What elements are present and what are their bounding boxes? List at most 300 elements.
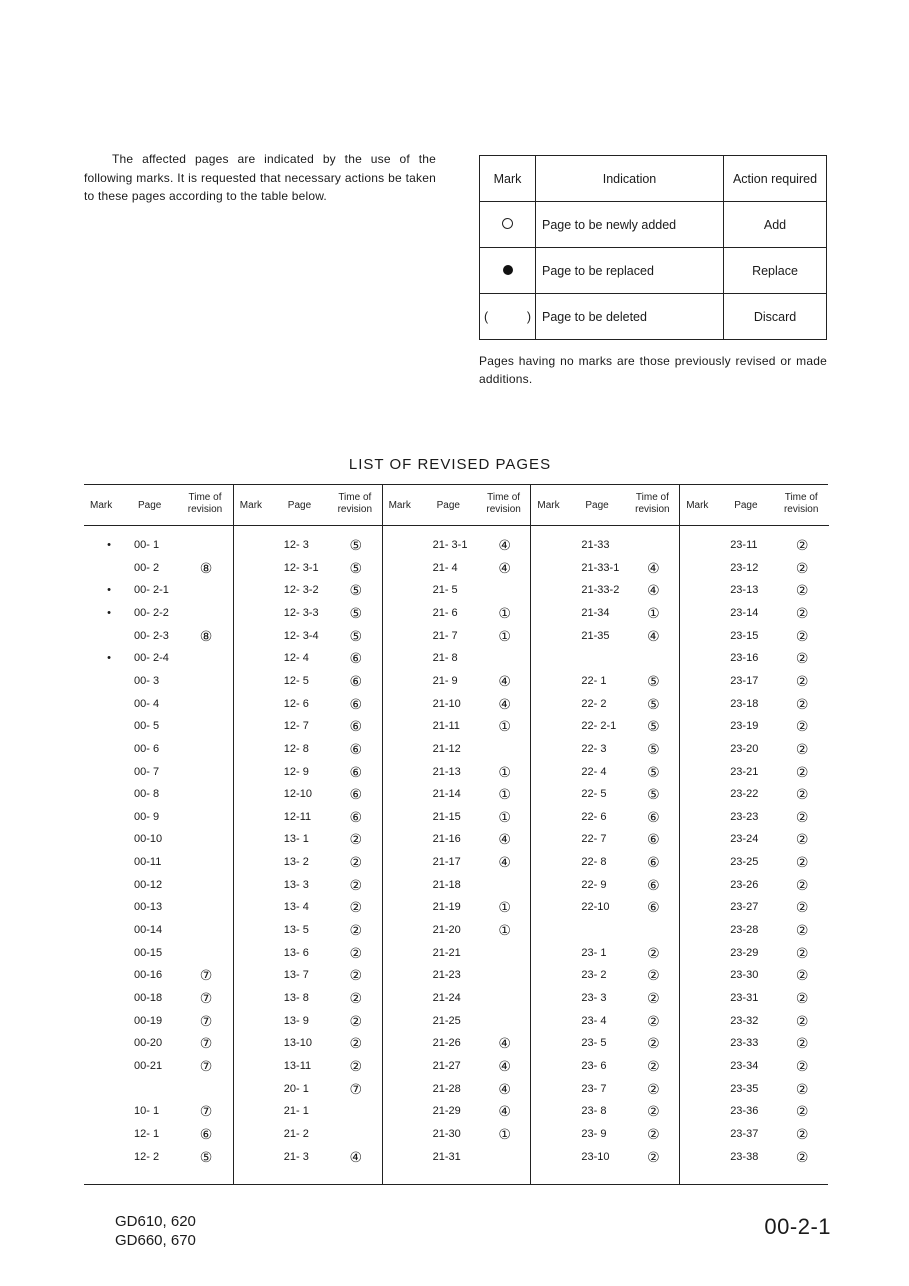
row-revision: ⑥ — [647, 876, 660, 893]
table-row — [680, 559, 829, 581]
row-page: 00-13 — [134, 901, 163, 914]
row-revision: ② — [647, 1035, 660, 1052]
row-revision: ② — [349, 1057, 363, 1074]
table-row — [234, 604, 383, 626]
row-revision: ② — [349, 967, 363, 984]
row-revision: ② — [795, 944, 809, 961]
row-page: 21-30 — [432, 1127, 461, 1140]
row-revision: ② — [795, 718, 809, 735]
row-page: 23-15 — [730, 629, 759, 642]
row-revision: ⑦ — [199, 1035, 213, 1052]
table-row — [84, 581, 233, 603]
row-page: 23-36 — [730, 1105, 759, 1118]
table-row — [84, 808, 233, 830]
table-row — [531, 763, 680, 785]
row-page: 00- 2 — [134, 561, 160, 574]
row-page: 23-24 — [730, 833, 759, 846]
header-mark: Mark — [388, 500, 411, 511]
row-mark: • — [107, 606, 111, 619]
row-page: 23- 9 — [581, 1127, 607, 1140]
parentheses-icon — [480, 310, 535, 324]
row-page: 21-18 — [432, 878, 461, 891]
row-revision: ⑧ — [199, 627, 213, 644]
table-row — [383, 876, 532, 898]
table-row — [383, 966, 532, 988]
table-row — [680, 1057, 829, 1079]
row-revision: ② — [647, 1080, 660, 1097]
table-row — [531, 1012, 680, 1034]
row-page: 23-21 — [730, 765, 759, 778]
row-page: 21-33-1 — [581, 561, 620, 574]
row-page: 23-19 — [730, 720, 759, 733]
row-page: 00- 8 — [134, 788, 160, 801]
row-mark: • — [107, 584, 111, 597]
table-row — [531, 1148, 680, 1170]
table-row — [680, 627, 829, 649]
table-row — [680, 717, 829, 739]
row-revision: ② — [795, 1035, 809, 1052]
table-row — [680, 536, 829, 558]
row-page: 23-28 — [730, 924, 759, 937]
row-revision: ② — [795, 990, 809, 1006]
row-page: 22- 4 — [581, 765, 607, 778]
row-page: 23- 4 — [581, 1014, 607, 1027]
column-header — [84, 485, 233, 526]
table-row — [680, 1012, 829, 1034]
row-revision: ⑧ — [199, 559, 213, 576]
row-page: 22- 7 — [581, 833, 607, 846]
row-revision: ④ — [498, 1057, 511, 1074]
row-page: 22- 1 — [581, 674, 607, 687]
row-revision: ② — [647, 1125, 660, 1142]
column-header — [531, 485, 680, 526]
row-page: 21-34 — [581, 606, 610, 619]
header-time-line1: Time of — [784, 492, 818, 503]
table-row — [531, 876, 680, 898]
row-revision: ② — [647, 990, 660, 1006]
row-revision: ② — [647, 1148, 660, 1165]
row-page: 21-19 — [432, 901, 461, 914]
row-revision: ② — [647, 944, 660, 961]
row-revision: ② — [795, 1012, 809, 1029]
row-revision: ② — [795, 899, 809, 916]
header-page: Page — [436, 500, 460, 511]
header-time-line1: Time of — [338, 492, 372, 503]
row-page: 00-18 — [134, 992, 163, 1004]
row-page: 21-26 — [432, 1037, 461, 1050]
table-row — [680, 740, 829, 762]
row-page: 21-20 — [432, 924, 461, 937]
table-row — [84, 536, 233, 558]
table-row — [531, 581, 680, 603]
row-page: 00-15 — [134, 946, 163, 959]
row-page: 22- 2 — [581, 697, 607, 710]
legend-row-add — [480, 202, 827, 248]
row-page: 12-11 — [283, 810, 312, 823]
row-page: 13- 2 — [283, 856, 309, 869]
row-page: 00- 2-1 — [134, 584, 169, 597]
row-page: 12- 3-4 — [283, 629, 319, 642]
row-page: 23- 7 — [581, 1082, 607, 1095]
row-revision: ⑤ — [647, 763, 660, 780]
row-revision: ⑥ — [647, 899, 660, 916]
row-page: 21- 4 — [432, 561, 458, 574]
header-time-of-revision — [332, 492, 378, 516]
table-row — [680, 853, 829, 875]
table-row — [383, 808, 532, 830]
table-row — [680, 966, 829, 988]
row-page: 13- 6 — [283, 946, 309, 959]
row-revision: ② — [349, 899, 363, 916]
row-mark: • — [107, 652, 111, 665]
row-page: 21-33 — [581, 539, 610, 551]
row-revision: ⑥ — [647, 808, 660, 825]
table-row — [680, 1125, 829, 1147]
legend-mark-cell — [480, 248, 536, 294]
row-revision: ⑤ — [647, 672, 660, 689]
row-page: 21-35 — [581, 629, 610, 642]
row-revision: ② — [795, 876, 809, 893]
row-revision: ② — [349, 1035, 363, 1052]
row-revision: ④ — [498, 672, 511, 689]
row-revision: ② — [795, 1080, 809, 1097]
marks-legend-table — [479, 155, 827, 340]
row-page: 00-21 — [134, 1059, 163, 1072]
table-row — [234, 559, 383, 581]
row-page: 22- 6 — [581, 810, 607, 823]
row-revision: ② — [647, 967, 660, 984]
table-row — [531, 695, 680, 717]
table-row — [531, 672, 680, 694]
row-revision: ⑥ — [349, 650, 363, 667]
row-page: 21-16 — [432, 833, 461, 846]
table-row — [383, 740, 532, 762]
table-row — [531, 1102, 680, 1124]
legend-indication: Page to be replaced — [536, 248, 724, 294]
table-row — [234, 536, 383, 558]
row-page: 12- 6 — [283, 697, 309, 710]
row-revision: ④ — [498, 559, 511, 576]
table-row — [234, 853, 383, 875]
row-revision: ② — [349, 1012, 363, 1029]
row-revision: ④ — [647, 559, 660, 576]
row-revision: ② — [795, 1057, 809, 1074]
row-page: 00-19 — [134, 1014, 163, 1027]
row-revision: ⑤ — [349, 582, 363, 599]
row-revision: ④ — [498, 831, 511, 848]
table-row — [531, 627, 680, 649]
table-row — [84, 876, 233, 898]
row-page: 23-33 — [730, 1037, 759, 1050]
table-row — [234, 695, 383, 717]
table-row — [383, 1057, 532, 1079]
row-revision: ⑥ — [349, 740, 363, 757]
row-revision: ① — [647, 604, 660, 621]
table-row — [84, 1125, 233, 1147]
row-revision: ① — [498, 786, 511, 803]
table-row — [84, 604, 233, 626]
row-page: 22- 9 — [581, 878, 607, 891]
row-revision: ④ — [498, 1080, 511, 1097]
row-page: 13- 1 — [283, 833, 309, 846]
row-page: 00- 6 — [134, 742, 160, 755]
row-page: 21-29 — [432, 1105, 461, 1118]
header-time-of-revision — [778, 492, 824, 516]
table-row — [234, 1080, 383, 1102]
header-page: Page — [287, 500, 312, 511]
table-row — [383, 672, 532, 694]
header-mark: Mark — [239, 500, 263, 511]
row-revision: ⑦ — [199, 1103, 213, 1120]
table-row — [680, 1102, 829, 1124]
row-revision: ⑥ — [349, 695, 363, 712]
table-row — [680, 898, 829, 920]
column-header — [234, 485, 383, 526]
row-revision: ⑥ — [349, 808, 363, 825]
row-page: 00-14 — [134, 924, 163, 937]
table-row — [680, 763, 829, 785]
model-line: GD660, 670 — [115, 1232, 196, 1249]
row-revision: ② — [795, 695, 809, 712]
table-row — [84, 1012, 233, 1034]
list-title: LIST OF REVISED PAGES — [348, 456, 552, 473]
row-page: 00- 3 — [134, 674, 160, 687]
header-time-line2: revision — [635, 504, 670, 515]
table-row — [383, 1080, 532, 1102]
row-page: 21- 6 — [432, 606, 458, 619]
intro-paragraph — [84, 150, 436, 206]
row-page: 13- 7 — [283, 969, 309, 982]
table-row — [383, 1148, 532, 1170]
row-page: 00- 1 — [134, 539, 160, 551]
row-page: 23-37 — [730, 1127, 759, 1140]
row-revision: ② — [647, 1012, 660, 1029]
legend-action: Discard — [724, 294, 827, 340]
table-row — [383, 763, 532, 785]
legend-action: Add — [724, 202, 827, 248]
header-mark: Mark — [686, 500, 709, 511]
row-revision: ⑤ — [199, 1148, 213, 1165]
table-row — [234, 830, 383, 852]
table-row — [234, 898, 383, 920]
table-row — [383, 559, 532, 581]
row-revision: ② — [795, 786, 809, 803]
row-revision: ① — [498, 763, 511, 780]
legend-row-discard — [480, 294, 827, 340]
table-row — [531, 989, 680, 1011]
row-revision: ② — [795, 740, 809, 757]
table-row — [234, 1125, 383, 1147]
table-row — [84, 921, 233, 943]
table-row — [680, 921, 829, 943]
page-column-group — [84, 485, 233, 1184]
table-row — [383, 830, 532, 852]
row-page: 13- 3 — [283, 878, 309, 891]
table-row — [84, 649, 233, 671]
row-page: 21-28 — [432, 1082, 461, 1095]
row-revision: ⑦ — [349, 1080, 363, 1097]
table-row — [531, 853, 680, 875]
row-page: 00-20 — [134, 1037, 163, 1050]
row-revision: ⑥ — [349, 718, 363, 735]
table-row — [680, 785, 829, 807]
table-row — [531, 559, 680, 581]
row-revision: ② — [795, 672, 809, 689]
row-revision: ④ — [498, 537, 511, 553]
row-page: 21-33-2 — [581, 584, 620, 597]
row-page: 00- 2-4 — [134, 652, 169, 665]
row-page: 21-25 — [432, 1014, 461, 1027]
paren-close: ) — [526, 309, 531, 324]
row-revision: ① — [498, 899, 511, 916]
row-page: 00- 9 — [134, 810, 160, 823]
table-row — [680, 1148, 829, 1170]
table-row — [680, 830, 829, 852]
row-page: 23-31 — [730, 992, 759, 1004]
row-revision: ② — [795, 604, 809, 621]
row-page: 23-10 — [581, 1150, 610, 1163]
row-page: 12- 5 — [283, 674, 309, 687]
table-row — [234, 876, 383, 898]
table-row — [234, 921, 383, 943]
table-row — [234, 785, 383, 807]
table-row — [84, 627, 233, 649]
table-row — [680, 808, 829, 830]
row-page: 12- 1 — [134, 1127, 160, 1140]
row-revision: ⑤ — [647, 786, 660, 803]
row-page: 23-35 — [730, 1082, 759, 1095]
row-page: 23-18 — [730, 697, 759, 710]
table-row — [531, 740, 680, 762]
table-row — [383, 944, 532, 966]
table-row — [383, 536, 532, 558]
table-row — [383, 898, 532, 920]
table-row — [531, 1080, 680, 1102]
row-revision: ⑤ — [349, 537, 363, 553]
header-time-of-revision — [182, 492, 228, 516]
table-row — [680, 581, 829, 603]
table-row — [383, 785, 532, 807]
table-row — [84, 740, 233, 762]
legend-header-indication: Indication — [536, 156, 724, 202]
row-page: 21- 7 — [432, 629, 458, 642]
row-page: 21-31 — [432, 1150, 461, 1163]
row-page: 21- 5 — [432, 584, 458, 597]
row-page: 23-34 — [730, 1059, 759, 1072]
table-row — [234, 717, 383, 739]
table-row — [383, 649, 532, 671]
page-column-group — [679, 485, 829, 1184]
table-row — [234, 627, 383, 649]
row-page: 12- 4 — [283, 652, 309, 665]
row-revision: ② — [795, 627, 809, 644]
row-page: 23-20 — [730, 742, 759, 755]
row-revision: ② — [349, 922, 363, 939]
table-row — [680, 649, 829, 671]
row-revision: ② — [349, 831, 363, 848]
table-row — [84, 1102, 233, 1124]
row-revision: ② — [349, 944, 363, 961]
table-row — [234, 1102, 383, 1124]
table-row — [84, 853, 233, 875]
row-page: 21- 9 — [432, 674, 458, 687]
table-row — [84, 763, 233, 785]
row-page: 13- 4 — [283, 901, 309, 914]
table-row — [531, 966, 680, 988]
row-page: 21-14 — [432, 788, 461, 801]
row-revision: ④ — [498, 695, 511, 712]
row-revision: ② — [795, 967, 809, 984]
row-page: 22-10 — [581, 901, 610, 914]
row-page: 12- 2 — [134, 1150, 160, 1163]
row-page: 12- 3-1 — [283, 561, 319, 574]
table-row — [234, 989, 383, 1011]
table-row — [383, 627, 532, 649]
table-row — [383, 581, 532, 603]
table-row — [383, 1012, 532, 1034]
model-numbers — [115, 1212, 196, 1250]
page-column-group — [233, 485, 383, 1184]
row-revision: ⑥ — [647, 831, 660, 848]
row-revision: ④ — [647, 627, 660, 644]
row-page: 00- 2-2 — [134, 606, 169, 619]
column-header — [383, 485, 532, 526]
page-column-group — [382, 485, 532, 1184]
table-row — [531, 1057, 680, 1079]
header-mark: Mark — [537, 500, 560, 511]
row-page: 22- 2-1 — [581, 720, 617, 733]
row-page: 12- 8 — [283, 742, 309, 755]
table-row — [234, 1034, 383, 1056]
table-row — [680, 1080, 829, 1102]
row-page: 23-23 — [730, 810, 759, 823]
table-row — [84, 559, 233, 581]
row-page: 13- 9 — [283, 1014, 309, 1027]
table-row — [531, 1125, 680, 1147]
row-page: 13-10 — [283, 1037, 312, 1050]
row-revision: ④ — [498, 854, 511, 871]
revised-pages-table — [84, 484, 828, 1185]
row-revision: ② — [349, 876, 363, 893]
header-time-line1: Time of — [635, 492, 669, 503]
row-revision: ⑤ — [349, 559, 363, 576]
row-page: 23-32 — [730, 1014, 759, 1027]
row-page: 22- 5 — [581, 788, 607, 801]
row-page: 12-10 — [283, 788, 312, 801]
row-revision: ② — [795, 763, 809, 780]
legend-indication: Page to be deleted — [536, 294, 724, 340]
legend-mark-cell — [480, 294, 536, 340]
table-row — [531, 717, 680, 739]
legend-action: Replace — [724, 248, 827, 294]
row-revision: ① — [498, 627, 511, 644]
table-row — [234, 966, 383, 988]
row-page: 13-11 — [283, 1059, 312, 1072]
row-mark: • — [107, 539, 111, 551]
row-revision: ① — [498, 718, 511, 735]
paren-open: ( — [484, 309, 489, 324]
row-page: 00- 7 — [134, 765, 160, 778]
table-row — [84, 1034, 233, 1056]
row-revision: ⑤ — [647, 718, 660, 735]
row-page: 00-16 — [134, 969, 163, 982]
header-page: Page — [734, 500, 758, 511]
row-revision: ⑦ — [199, 1057, 213, 1074]
legend-indication: Page to be newly added — [536, 202, 724, 248]
row-page: 23-14 — [730, 606, 759, 619]
table-row — [234, 944, 383, 966]
row-revision: ⑤ — [647, 695, 660, 712]
